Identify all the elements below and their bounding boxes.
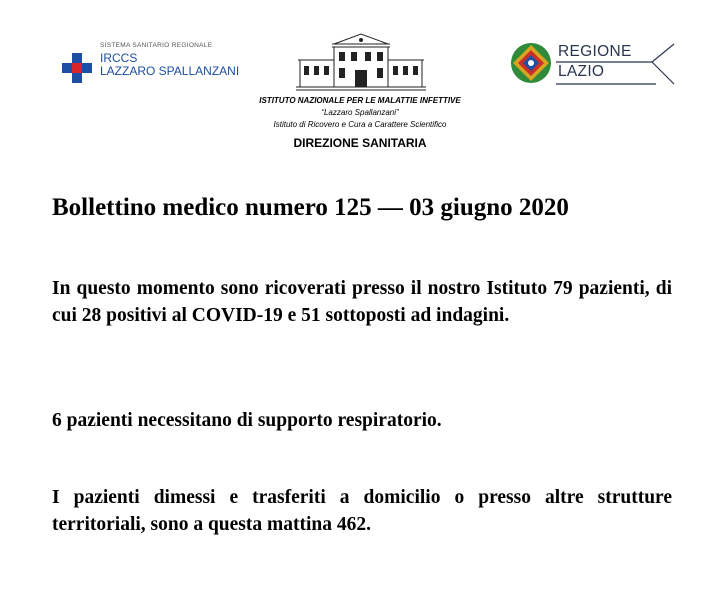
logo-line-irccs: IRCCS	[100, 51, 138, 65]
regione-line-1: REGIONE	[558, 43, 632, 60]
bulletin-title: Bollettino medico numero 125 — 03 giugno 2020	[52, 194, 569, 221]
regione-lazio-emblem-icon	[510, 42, 552, 84]
red-blue-cross-icon	[62, 53, 92, 83]
institute-subtitle: “Lazzaro Spallanzani”	[321, 108, 399, 117]
regione-lazio-logo	[508, 40, 678, 88]
logo-line-lazzaro: LAZZARO SPALLANZANI	[100, 64, 240, 78]
bulletin-paragraph-discharged: I pazienti dimessi e trasferiti a domicilio o presso altre strutture territoriali, sono a questa mattina 462.	[52, 487, 672, 535]
regione-line-2: LAZIO	[558, 63, 605, 80]
bulletin-paragraph-patients: In questo momento sono ricoverati presso il nostro Istituto 79 pazienti, di cui 28 positivi al COVID-19 e 51 sottoposti ad indagini.	[52, 278, 672, 326]
institute-description: Istituto di Ricovero e Cura a Carattere Scientifico	[273, 120, 447, 129]
bulletin-paragraph-respiratory: 6 pazienti necessitano di supporto respiratorio.	[52, 410, 442, 431]
system-label: SISTEMA SANITARIO REGIONALE	[100, 42, 213, 49]
institute-building-icon	[296, 32, 426, 92]
institute-name: ISTITUTO NAZIONALE PER LE MALATTIE INFETTIVE	[259, 96, 461, 105]
spallanzani-logo	[58, 38, 248, 88]
department-heading: DIREZIONE SANITARIA	[293, 136, 427, 150]
